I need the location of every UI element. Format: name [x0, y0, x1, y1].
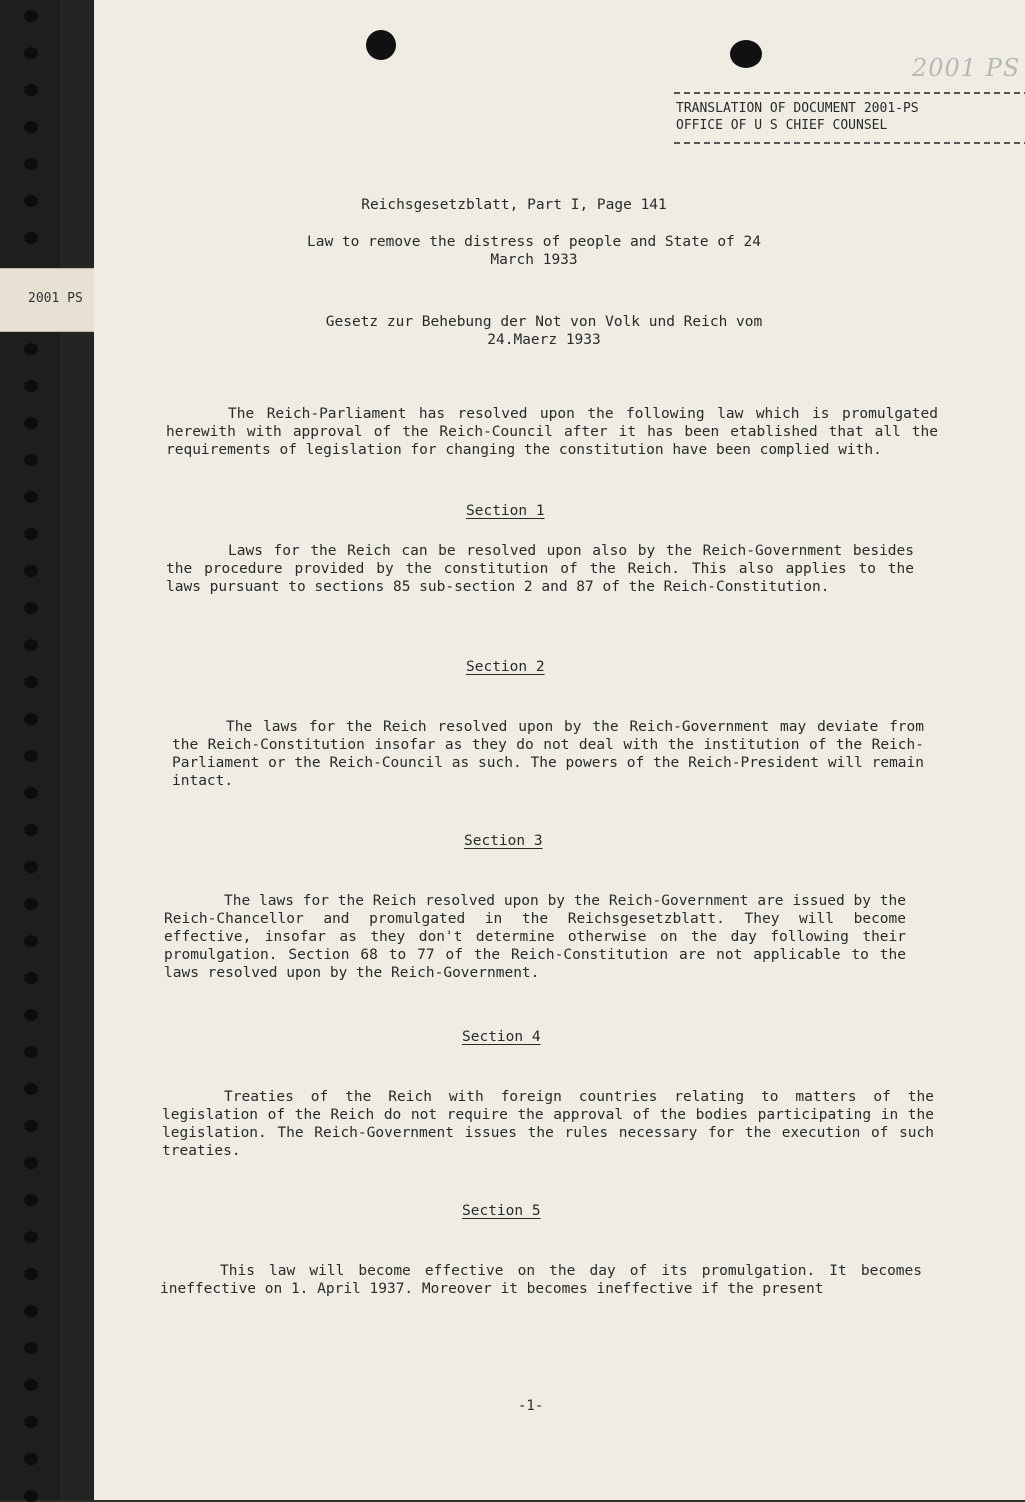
binder-hole — [24, 565, 38, 577]
binder-hole — [24, 417, 38, 429]
binder-hole — [24, 1453, 38, 1465]
binder-hole — [24, 1416, 38, 1428]
binder-hole — [24, 1490, 38, 1502]
page-number: -1- — [518, 1398, 544, 1414]
binder-hole — [24, 454, 38, 466]
binder-hole — [24, 343, 38, 355]
binder-hole — [24, 158, 38, 170]
section-3-text: The laws for the Reich resolved upon by the Reich-Government are issued by the Reich-Chancellor and promulgated in the Reichsgesetzblatt. They will become effective, insofar as they don't determine otherwise on the day following their promulgation. Section 68 to 77 of the Reich-Constitution are not applicable to the laws resolved upon by the Reich-Government. — [164, 893, 906, 981]
binder-hole — [24, 1157, 38, 1169]
binder-hole — [24, 380, 38, 392]
binder-strip — [0, 0, 60, 1500]
section-2-heading: Section 2 — [466, 659, 545, 675]
binder-hole — [24, 713, 38, 725]
handwritten-document-number: 2001 PS — [912, 54, 1021, 82]
binder-hole — [24, 1083, 38, 1095]
binder-hole — [24, 1268, 38, 1280]
binder-hole — [24, 121, 38, 133]
tab-label-text: 2001 PS — [28, 291, 83, 306]
source-citation: Reichsgesetzblatt, Part I, Page 141 — [361, 197, 667, 213]
binder-hole — [24, 1231, 38, 1243]
preamble-paragraph: The Reich-Parliament has resolved upon the following law which is promulgated herewith with approval of the Reich-Council after it has been etablished that all the requirements of legislation for changing the constitution have been complied with. — [166, 406, 938, 458]
english-title: Law to remove the distress of people and State of 24 March 1933 — [307, 234, 761, 268]
binder-hole — [24, 10, 38, 22]
binder-hole — [24, 1046, 38, 1058]
section-1-text: Laws for the Reich can be resolved upon also by the Reich-Government besides the procedure provided by the constitution of the Reich. This also applies to the laws pursuant to sections 85 sub-section 2 and 87 of the Reich-Constitution. — [166, 543, 914, 595]
binder-hole — [24, 47, 38, 59]
binder-hole — [24, 1194, 38, 1206]
binder-hole — [24, 787, 38, 799]
binder-hole — [24, 491, 38, 503]
section-1-heading: Section 1 — [466, 503, 545, 519]
binder-hole — [24, 602, 38, 614]
binder-hole — [24, 750, 38, 762]
binder-hole — [24, 639, 38, 651]
header-line-1: TRANSLATION OF DOCUMENT 2001-PS — [676, 101, 919, 116]
binder-hole — [24, 935, 38, 947]
german-title: Gesetz zur Behebung der Not von Volk und Reich vom 24.Maerz 1933 — [325, 314, 763, 348]
header-line-2: OFFICE OF U S CHIEF COUNSEL — [676, 118, 888, 133]
binder-hole — [24, 972, 38, 984]
binder-hole — [24, 1305, 38, 1317]
binder-hole — [24, 232, 38, 244]
binder-hole — [24, 1342, 38, 1354]
document-page — [94, 0, 1025, 1500]
page-edge-shadow — [60, 0, 94, 1500]
section-2-text: The laws for the Reich resolved upon by the Reich-Government may deviate from the Reich-Constitution insofar as they do not deal with the institution of the Reich-Parliament or the Reich-Council as such. The powers of the Reich-President will remain intact. — [172, 719, 924, 789]
binder-hole — [24, 1120, 38, 1132]
binder-hole — [24, 84, 38, 96]
binder-hole — [24, 195, 38, 207]
binder-hole — [24, 898, 38, 910]
binder-hole — [24, 528, 38, 540]
section-3-heading: Section 3 — [464, 833, 543, 849]
binder-hole — [24, 676, 38, 688]
punch-hole-left — [366, 30, 396, 60]
section-4-heading: Section 4 — [462, 1029, 541, 1045]
binder-hole — [24, 1009, 38, 1021]
section-5-heading: Section 5 — [462, 1203, 541, 1219]
section-5-text: This law will become effective on the day of its promulgation. It becomes ineffective on 1. April 1937. Moreover it becomes ineffective if the present — [160, 1263, 922, 1297]
translation-header — [674, 92, 1025, 144]
punch-hole-right — [730, 40, 762, 68]
binder-hole — [24, 861, 38, 873]
section-4-text: Treaties of the Reich with foreign countries relating to matters of the legislation of the Reich do not require the approval of the bodies participating in the legislation. The Reich-Government issues the rules necessary for the execution of such treaties. — [162, 1089, 934, 1159]
binder-hole — [24, 824, 38, 836]
archive-tab-label — [0, 268, 94, 332]
binder-hole — [24, 1379, 38, 1391]
